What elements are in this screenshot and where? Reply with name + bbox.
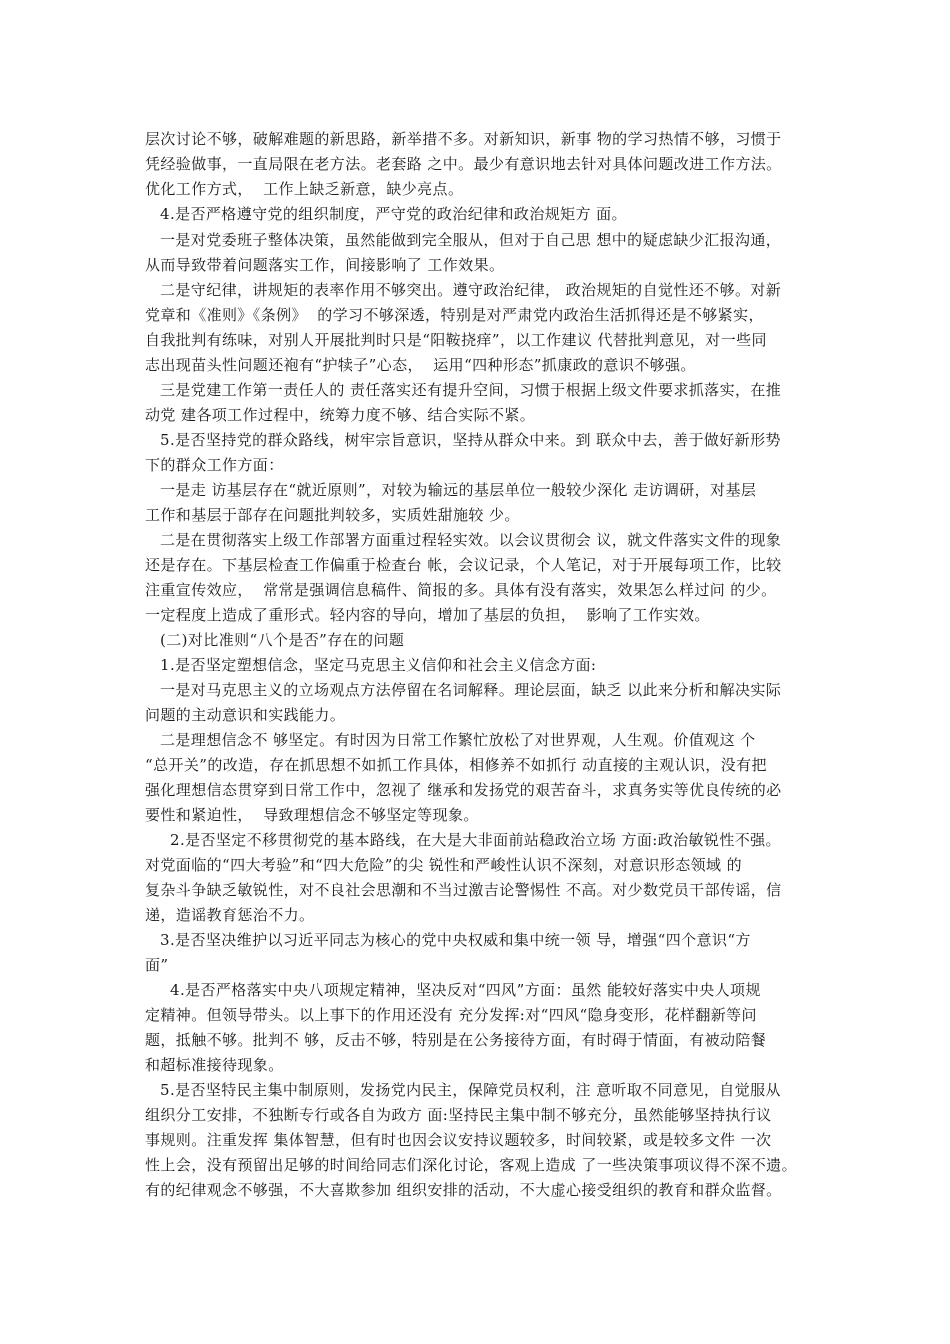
text-line: 要性和紧迫性， 导致理想信念不够坚定等现象。 — [145, 806, 479, 824]
text-line: 复杂斗争缺乏敏锐性，对不良社会思潮和不当过激吉论警惕性 不高。对少数党员干部传谣，信 — [145, 881, 782, 899]
text-line: 2.是否坚定不移贯彻党的基本路线，在大是大非面前站稳政治立场 方面:政治敏锐性不强。 — [170, 831, 781, 849]
text-line: 一是对马克思主义的立场观点方法停留在名词解释。理论层面，缺乏 以此来分析和解决实际 — [160, 681, 782, 699]
text-line: 三是党建工作第一责任人的 责任落实还有提升空间，习惯于根据上级文件要求抓落实，在推 — [160, 381, 782, 399]
text-line: 有的纪律观念不够强，不大喜欺参加 组织安排的活动，不大虚心接受组织的教育和群众监督。 — [145, 1181, 782, 1199]
text-line: 下的群众工作方面： — [145, 456, 284, 474]
text-line: 和超标准接待现象。 — [145, 1056, 284, 1074]
text-line: 题，抵触不够。批判不 够，反击不够，特别是在公务接待方面，有时碍于情面，有被动陪餐 — [145, 1031, 767, 1049]
text-line: 5.是否坚特民主集中制原则，发扬党内民主，保障党员权利，注 意听取不同意见，自觉服从 — [160, 1081, 781, 1099]
text-line: 二是理想信念不 够坚定。有时因为日常工作繁忙放松了对世界观，人生观。价值观这 个 — [160, 731, 756, 749]
text-line: 递，造谣教育惩治不力。 — [145, 906, 315, 924]
text-line: 还是存在。下基层检查工作偏重于检查台 帐，会议记录，个人笔记，对于开展每项工作，比较 — [145, 556, 782, 574]
text-line: 4.是否严格遵守党的组织制度，严守党的政治纪律和政治规矩方 面。 — [160, 205, 627, 223]
text-line: 组织分工安排，不独断专行或各自为政方 面:坚持民主集中制不够充分，虽然能够坚持执行议 — [145, 1106, 772, 1124]
text-line: 工作和基层于部存在问题批判较多，实质姓甜施较 少。 — [145, 506, 520, 524]
text-line: 党章和《准则》《条例》 的学习不够深透，特别是对严肃党内政治生活抓得还是不够紧实， — [145, 306, 764, 324]
text-line: 注重宣传效应， 常常是强调信息稿件、简报的多。具体有没有落实，效果怎么样过问 的少。 — [145, 581, 777, 599]
text-line: 面” — [145, 956, 169, 974]
text-line: 优化工作方式， 工作上缺乏新意，缺少亮点。 — [145, 180, 464, 198]
text-line: 4.是否严格落实中央八项规定精神，坚决反对“四风”方面：虽然 能较好落实中央人项规 — [170, 981, 761, 999]
text-line: 动党 建各项工作过程中，统筹力度不够、结合实际不紧。 — [145, 406, 536, 424]
text-line: 定精神。但领导带头。以上事下的作用还没有 充分发挥:对“四风“隐身变形，花样翻新等问 — [145, 1006, 757, 1024]
text-line: 一是对党委班子整体决策，虽然能做到完全服从，但对于自己思 想中的疑虑缺少汇报沟通， — [160, 231, 782, 249]
text-line: 3.是否坚决维护以习近平同志为核心的党中央权威和集中统一领 导，增强“四个意识“方 — [160, 931, 751, 949]
text-line: 性上会，没有预留出足够的时间给同志们深化讨论，客观上造成 了一些决策事项议得不深不遗。 — [145, 1156, 797, 1174]
text-line: 1.是否坚定塑想信念，坚定马克思主义信仰和社会主义信念方面: — [160, 656, 597, 674]
text-line: 志出现苗头性问题还袍有“护犊子”心态， 运用“四种形态”抓康政的意识不够强。 — [145, 356, 696, 374]
text-line: 问题的主动意识和实践能力。 — [145, 706, 346, 724]
text-line: 强化理想信态贯穿到日常工作中，忽视了 继承和发扬党的艰苦奋斗，求真务实等优良传统的必 — [145, 781, 782, 799]
text-line: 对党面临的“四大考验”和“四大危险”的尖 锐性和严峻性认识不深刻，对意识形态领域 的 — [145, 856, 743, 874]
section-heading: (二)对比准则“八个是否”存在的问题 — [160, 631, 405, 649]
text-line: 5.是否坚持党的群众路线，树牢宗旨意识，坚持从群众中来。到 联众中去，善于做好新形势 — [160, 431, 781, 449]
text-line: 层次讨论不够，破解难题的新思路，新举措不多。对新知识，新事 物的学习热情不够，习惯于 — [145, 130, 782, 148]
text-line: “总开关”的改造，存在抓思想不如抓工作具体，相修养不如抓行 动直接的主观认识，没有把 — [145, 756, 767, 774]
text-line: 凭经验做事，一直局限在老方法。老套路 之中。最少有意识地去针对具体问题改进工作方法。 — [145, 155, 782, 173]
text-line: 一定程度上造成了重形式。轻内容的导向，增加了基层的负担， 影响了工作实效。 — [145, 606, 710, 624]
text-line: 自我批判有练味，对别人开展批判时只是“阳鞍挠痒”，以工作建议 代替批判意见，对一些同 — [145, 331, 767, 349]
text-line: 二是守纪律，讲规矩的表率作用不够突出。遵守政治纪律， 政治规矩的自觉性还不够。对新 — [160, 281, 782, 299]
text-line: 一是走 访基层存在“就近原则”，对较为输远的基层单位一般较少深化 走访调研，对基层 — [160, 481, 757, 499]
text-line: 二是在贯彻落实上级工作部署方面重过程轻实效。以会议贯彻会 议，就文件落实文件的现象 — [160, 531, 782, 549]
text-line: 事规则。注重发挥 集体智慧，但有时也因会议安持议题较多，时间较紧，或是较多文件 一次 — [145, 1131, 772, 1149]
text-line: 从而导致带着问题落实工作，间接影响了 工作效果。 — [145, 256, 505, 274]
